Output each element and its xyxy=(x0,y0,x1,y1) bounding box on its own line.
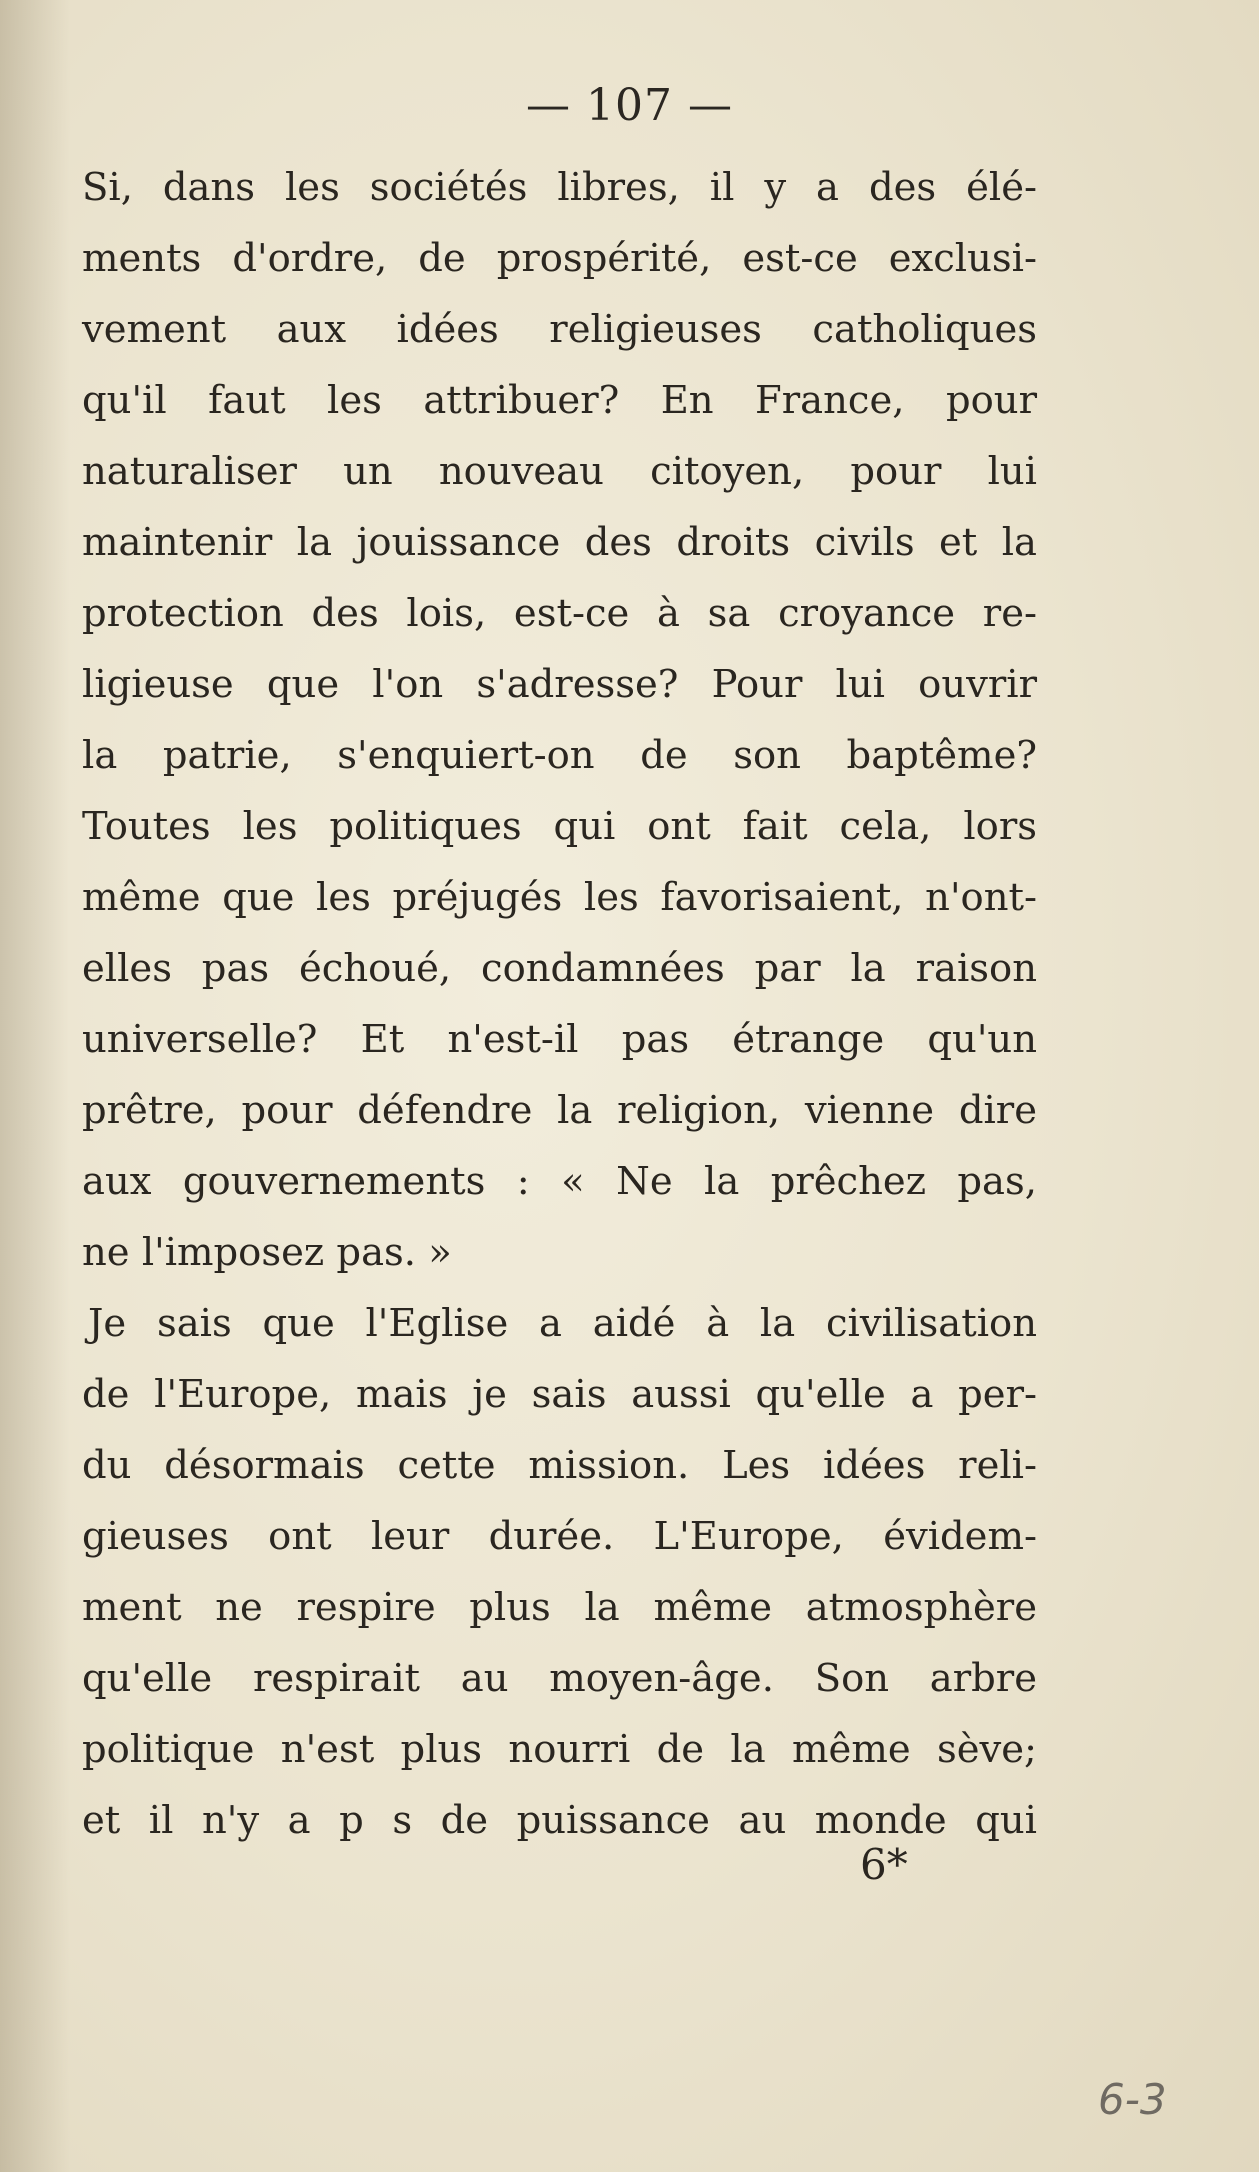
text-line: ne l'imposez pas. » xyxy=(82,1230,452,1275)
text-line: aux gouvernements : « Ne la prêchez pas, xyxy=(82,1159,1037,1204)
text-line: même que les préjugés les favorisaient, n'ont- xyxy=(82,875,1037,920)
text-line: qu'il faut les attribuer? En France, pour xyxy=(82,378,1037,423)
text-line: prêtre, pour défendre la religion, vienne dire xyxy=(82,1088,1037,1133)
text-line: de l'Europe, mais je sais aussi qu'elle a per- xyxy=(82,1372,1037,1417)
text-line: ment ne respire plus la même atmosphère xyxy=(82,1585,1037,1630)
text-line: du désormais cette mission. Les idées reli- xyxy=(82,1443,1037,1488)
text-line: ligieuse que l'on s'adresse? Pour lui ouvrir xyxy=(82,662,1037,707)
text-line: Toutes les politiques qui ont fait cela, lors xyxy=(82,804,1037,849)
text-line: maintenir la jouissance des droits civils et la xyxy=(82,520,1037,565)
text-line: politique n'est plus nourri de la même sève; xyxy=(82,1727,1037,1772)
body-text xyxy=(82,152,1037,1856)
text-line: ments d'ordre, de prospérité, est-ce exclusi- xyxy=(82,236,1037,281)
text-line: gieuses ont leur durée. L'Europe, évidem- xyxy=(82,1514,1037,1559)
text-line: protection des lois, est-ce à sa croyance re- xyxy=(82,591,1037,636)
text-line: Je sais que l'Eglise a aidé à la civilisation xyxy=(88,1301,1037,1346)
text-line: vement aux idées religieuses catholiques xyxy=(82,307,1037,352)
text-line: universelle? Et n'est-il pas étrange qu'un xyxy=(82,1017,1037,1062)
text-line: la patrie, s'enquiert-on de son baptême? xyxy=(82,733,1037,778)
text-line: Si, dans les sociétés libres, il y a des élé- xyxy=(82,165,1037,210)
text-line: et il n'y a p s de puissance au monde qui xyxy=(82,1798,1037,1843)
text-line: elles pas échoué, condamnées par la raison xyxy=(82,946,1037,991)
signature-mark: 6* xyxy=(860,1840,908,1889)
pencil-annotation: 6-3 xyxy=(1098,2075,1167,2124)
gutter-shadow xyxy=(0,0,70,2172)
text-line: naturaliser un nouveau citoyen, pour lui xyxy=(82,449,1037,494)
page-number-header: — 107 — xyxy=(526,80,733,131)
text-line: qu'elle respirait au moyen-âge. Son arbre xyxy=(82,1656,1037,1701)
